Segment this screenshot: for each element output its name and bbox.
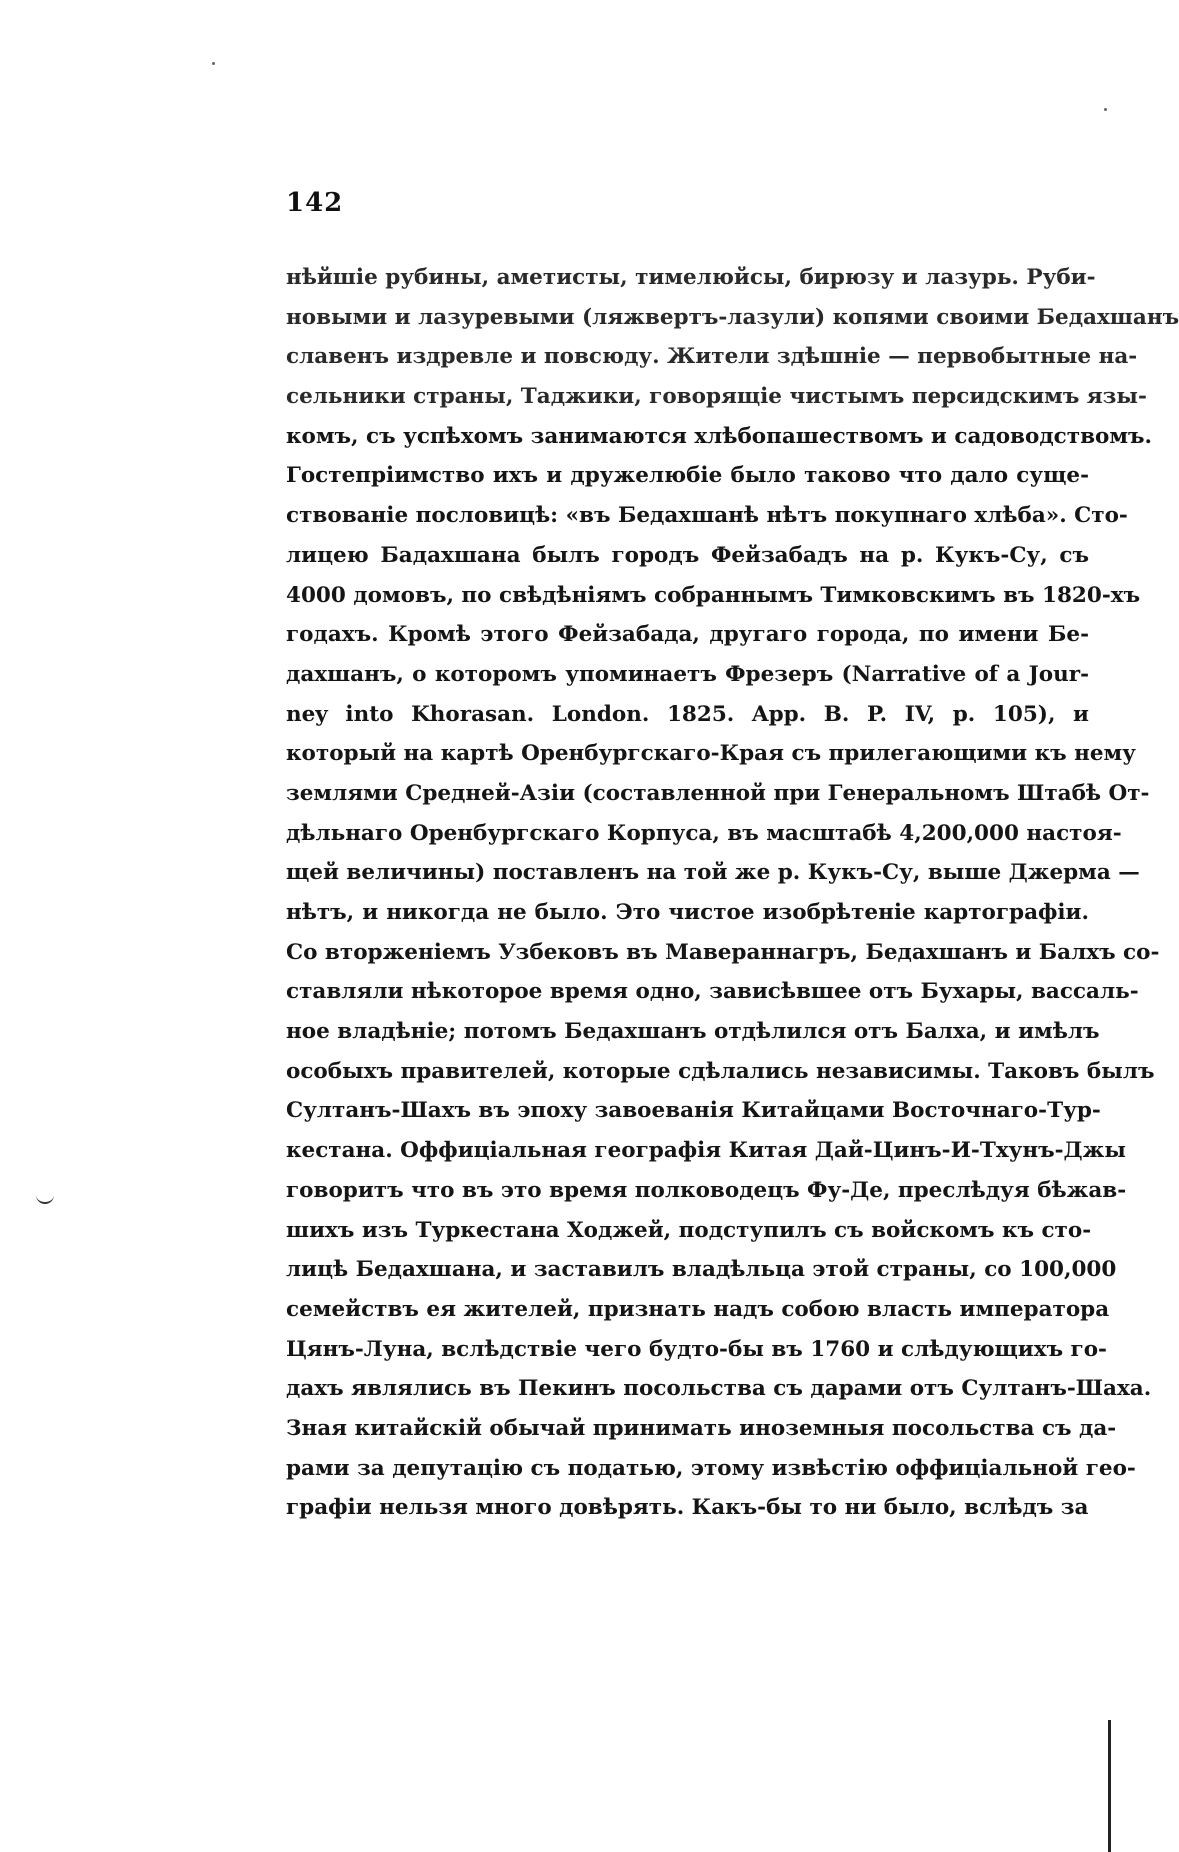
scan-speck <box>1104 108 1107 111</box>
text-line: дахъ являлись въ Пекинъ посольства съ дарами отъ Султанъ-Шаха. <box>286 1376 1152 1402</box>
scan-edge-bar <box>1108 1720 1111 1852</box>
text-line: шихъ изъ Туркестана Ходжей, подступилъ съ войскомъ къ сто- <box>286 1217 1092 1243</box>
text-line: нѣтъ, и никогда не было. Это чистое изобрѣтеніе картографіи. <box>286 900 1089 925</box>
text-line: кестана. Оффиціальная географія Китая Дай-Цинъ-И-Тхунъ-Джы <box>286 1138 1126 1164</box>
text-line: Султанъ-Шахъ въ эпоху завоеванія Китайцами Восточнаго-Тур- <box>286 1098 1101 1124</box>
text-line: лицею Бадахшана былъ городъ Фейзабадъ на р. Кукъ-Су, съ <box>286 542 1089 568</box>
text-line: семействъ ея жителей, признать надъ собою власть императора <box>286 1296 1110 1322</box>
text-line: щей величины) поставленъ на той же р. Кукъ-Су, выше Джерма — <box>286 860 1140 886</box>
text-line: рами за депутацію съ податью, этому извѣстію оффиціальной гео- <box>286 1455 1136 1481</box>
text-line: ney into Khorasan. London. 1825. App. B. P. IV, p. 105), и <box>286 701 1089 727</box>
text-line: землями Средней-Азіи (составленной при Генеральномъ Штабѣ От- <box>286 780 1150 806</box>
text-line: ставляли нѣкоторое время одно, зависѣвшее отъ Бухары, вассаль- <box>286 979 1139 1005</box>
text-line: комъ, съ успѣхомъ занимаются хлѣбопашествомъ и садоводствомъ. <box>286 423 1153 449</box>
text-line: Цянъ-Луна, вслѣдствіе чего будто-бы въ 1760 и слѣдующихъ го- <box>286 1336 1107 1362</box>
text-line: графіи нельзя много довѣрять. Какъ-бы то ни было, вслѣдъ за <box>286 1495 1089 1521</box>
text-line: дахшанъ, о которомъ упоминаетъ Фрезеръ (Narrative of a Jour- <box>286 661 1089 687</box>
text-line: сельники страны, Таджики, говорящіе чистымъ персидскимъ язы- <box>286 384 1147 410</box>
text-line: новыми и лазуревыми (ляжвертъ-лазули) копями своими Бедахшанъ <box>286 304 1179 330</box>
text-line: особыхъ правителей, которые сдѣлались независимы. Таковъ былъ <box>286 1058 1155 1084</box>
text-line: годахъ. Кромѣ этого Фейзабада, другаго города, по имени Бе- <box>286 622 1089 648</box>
text-line: Зная китайскій обычай принимать иноземныя посольства съ да- <box>286 1415 1117 1441</box>
page-number: 142 <box>286 188 344 218</box>
text-line: дѣльнаго Оренбургскаго Корпуса, въ масштабѣ 4,200,000 настоя- <box>286 820 1122 846</box>
text-line: нѣйшіе рубины, аметисты, тимелюйсы, бирюзу и лазурь. Руби- <box>286 265 1096 290</box>
margin-mark <box>36 1194 54 1204</box>
text-line: Гостепріимство ихъ и дружелюбіе было таково что дало суще- <box>286 463 1089 489</box>
text-line: лицѣ Бедахшана, и заставилъ владѣльца этой страны, со 100,000 <box>286 1257 1117 1283</box>
text-line: ствованіе пословицѣ: «въ Бедахшанѣ нѣтъ покупнаго хлѣба». Сто- <box>286 503 1128 529</box>
scan-speck <box>212 62 215 65</box>
text-line: говоритъ что въ это время полководецъ Фу-Де, преслѣдуя бѣжав- <box>286 1177 1127 1203</box>
text-line: ное владѣніе; потомъ Бедахшанъ отдѣлился отъ Балха, и имѣлъ <box>286 1019 1100 1045</box>
text-line: который на картѣ Оренбургскаго-Края съ прилегающими къ нему <box>286 741 1136 767</box>
text-line: славенъ издревле и повсюду. Жители здѣшніе — первобытные на- <box>286 344 1138 370</box>
body-text <box>286 258 1179 1528</box>
text-line: 4000 домовъ, по свѣдѣніямъ собраннымъ Тимковскимъ въ 1820-хъ <box>286 582 1141 608</box>
text-line: Со вторженіемъ Узбековъ въ Мавераннагръ, Бедахшанъ и Балхъ со- <box>286 939 1160 965</box>
